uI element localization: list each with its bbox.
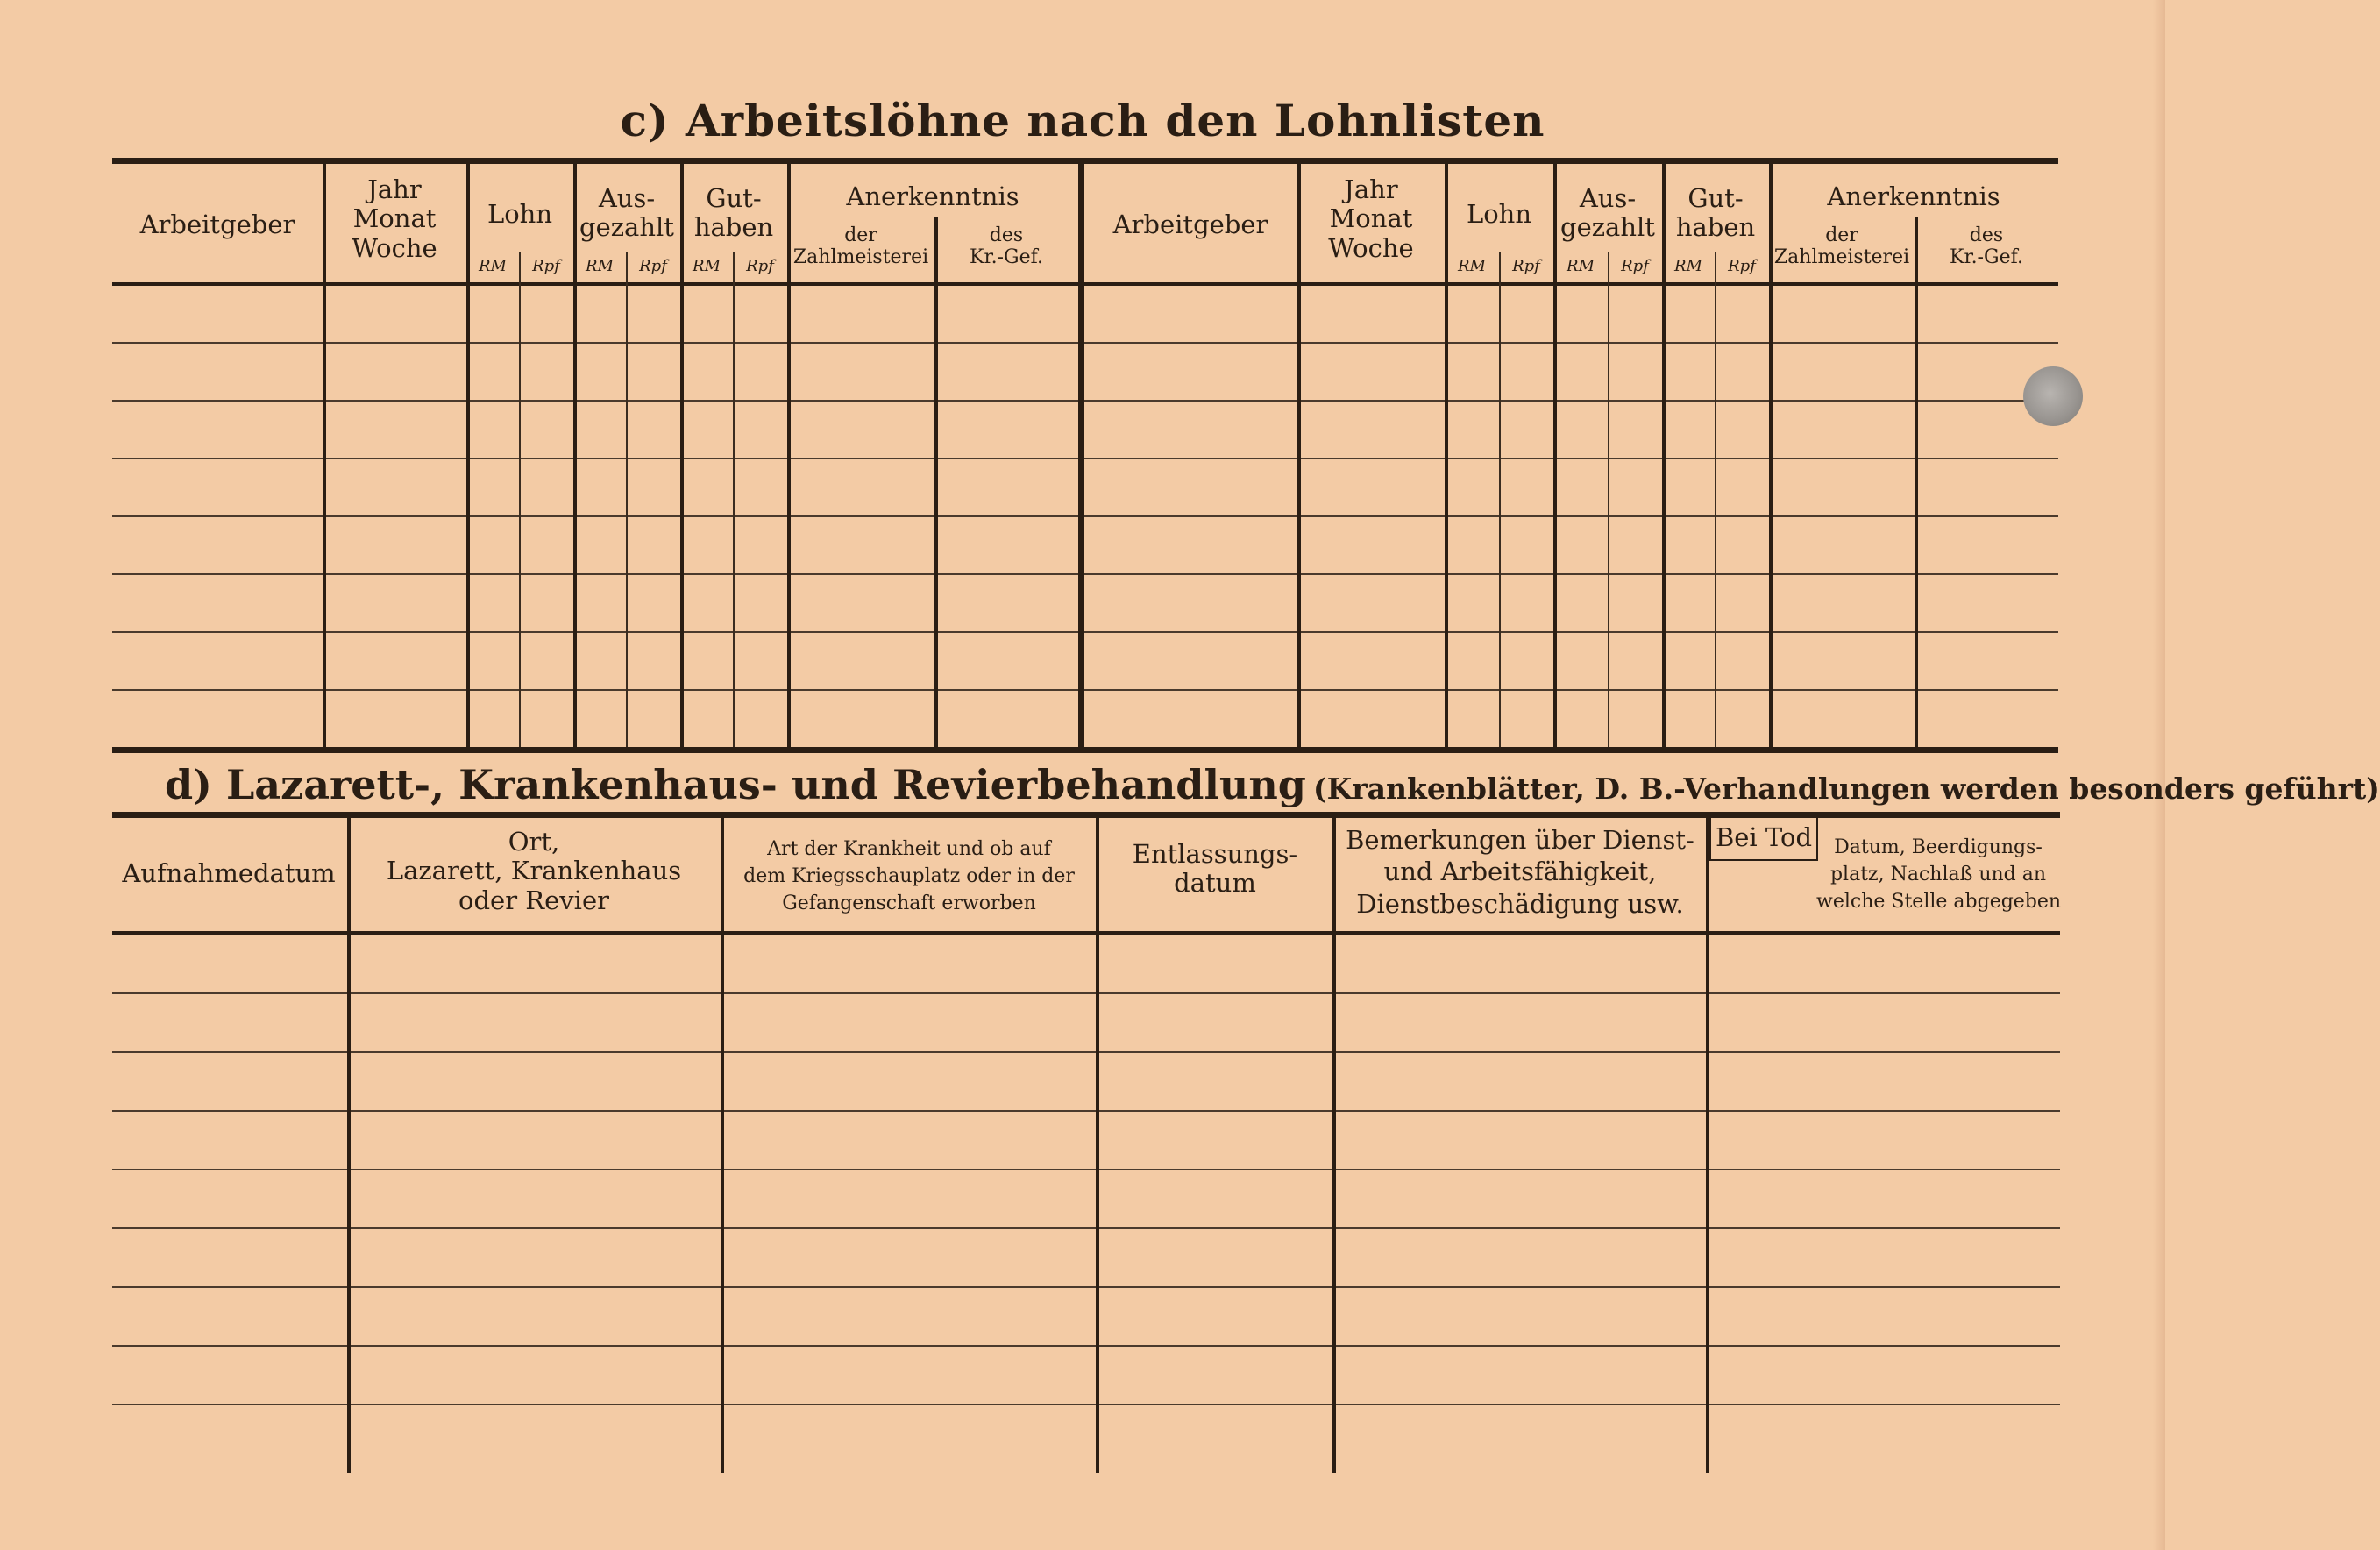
header-des-2: des <box>1969 224 2004 246</box>
center-divider <box>1078 160 1084 747</box>
header-entlassung-2: datum <box>1174 868 1256 899</box>
table-d-row-rule <box>112 1051 2060 1053</box>
header-guthaben-2-2: haben <box>1675 212 1756 243</box>
table-d-column-line <box>1096 814 1099 1473</box>
header-datum-3: welche Stelle abgegeben <box>1816 890 2062 913</box>
rpf-label: Rpf <box>532 257 560 275</box>
header-art-2: dem Kriegsschauplatz oder in der <box>743 864 1075 887</box>
header-datum-2: platz, Nachlaß und an <box>1829 863 2047 885</box>
header-entlassung-1: Entlassungs- <box>1132 839 1298 869</box>
rpf-label: Rpf <box>1621 257 1649 275</box>
table-row-rule <box>112 631 2058 633</box>
header-krgef: Kr.-Gef. <box>970 246 1043 269</box>
subcolumn-line <box>626 252 628 747</box>
header-des: des <box>989 224 1024 246</box>
header-woche: Woche <box>352 232 437 263</box>
table-d-row-rule <box>112 992 2060 994</box>
section-d-title <box>165 761 2380 808</box>
header-art-1: Art der Krankheit und ob auf <box>767 838 1051 860</box>
subcolumn-line <box>733 252 735 747</box>
subcolumn-line <box>1715 252 1716 747</box>
rpf-label: Rpf <box>639 257 667 275</box>
table-d-row-rule <box>112 1345 2060 1347</box>
table-d-row-rule <box>112 1227 2060 1229</box>
header-entlassungsdatum <box>1098 840 1332 899</box>
header-der-2: der <box>1825 224 1858 246</box>
header-guthaben-2-1: Gut- <box>1687 183 1744 213</box>
column-line <box>1662 160 1666 747</box>
header-ausgezahlt <box>573 184 680 243</box>
header-anerkenntnis: Anerkenntnis <box>846 181 1019 211</box>
header-der-zahlmeisterei <box>787 224 934 269</box>
table-bottom-rule <box>112 747 2058 753</box>
table-d-header-rule <box>112 931 2060 935</box>
column-line <box>1915 217 1918 747</box>
header-der-zahlmeisterei-2 <box>1769 224 1915 269</box>
header-bemerkungen <box>1334 824 1706 920</box>
table-header-rule <box>112 282 2058 286</box>
table-d-row-rule <box>112 1110 2060 1112</box>
header-der: der <box>844 224 877 246</box>
header-bemerkungen-2: und Arbeitsfähigkeit, <box>1383 857 1657 887</box>
header-ort-3: oder Revier <box>458 885 609 915</box>
subcolumn-line <box>1499 252 1501 747</box>
section-d-note: (Krankenblätter, D. B.-Verhandlungen werden besonders geführt) <box>1312 771 2380 806</box>
header-zeit-2 <box>1297 175 1445 263</box>
rm-label: RM <box>479 257 507 275</box>
header-arbeitgeber-2: Arbeitgeber <box>1112 210 1268 239</box>
rpf-label: Rpf <box>1512 257 1540 275</box>
header-guthaben-1: Gut- <box>706 183 762 213</box>
rm-label: RM <box>1674 257 1702 275</box>
column-line <box>573 160 577 747</box>
header-ort <box>347 828 721 915</box>
header-art-krankheit <box>722 836 1096 917</box>
header-lohn: Lohn <box>487 199 553 229</box>
header-bemerkungen-3: Dienstbeschädigung usw. <box>1356 888 1684 919</box>
header-aufnahmedatum: Aufnahmedatum <box>122 858 336 888</box>
header-ausgezahlt-1: Aus- <box>598 183 656 213</box>
header-art-3: Gefangenschaft erworben <box>782 892 1036 914</box>
header-guthaben-2: haben <box>693 212 774 243</box>
table-row-rule <box>112 689 2058 691</box>
header-krgef-2: Kr.-Gef. <box>1950 246 2023 269</box>
column-line <box>466 160 470 747</box>
header-anerkenntnis-2: Anerkenntnis <box>1827 181 2000 211</box>
table-d-row-rule <box>112 1286 2060 1288</box>
header-ausgezahlt-2 <box>1553 184 1662 243</box>
section-c-title: c) Arbeitslöhne nach den Lohnlisten <box>620 95 1545 146</box>
header-guthaben <box>680 184 787 243</box>
header-datum-1: Datum, Beerdigungs- <box>1834 836 2043 858</box>
header-jahr-2: Jahr <box>1344 174 1398 204</box>
table-row-rule <box>112 515 2058 517</box>
column-line <box>934 217 938 747</box>
table-top-rule <box>112 158 2058 164</box>
rm-label: RM <box>693 257 721 275</box>
header-woche-2: Woche <box>1328 232 1414 263</box>
rm-label: RM <box>1567 257 1595 275</box>
header-bemerkungen-1: Bemerkungen über Dienst- <box>1346 825 1694 855</box>
header-guthaben-2 <box>1662 184 1769 243</box>
column-line <box>1445 160 1448 747</box>
section-d-title-text: d) Lazarett-, Krankenhaus- und Revierbehandlung <box>165 761 1306 808</box>
table-d-row-rule <box>112 1404 2060 1405</box>
rpf-label: Rpf <box>746 257 774 275</box>
column-line <box>1553 160 1557 747</box>
header-datum-beerdigung <box>1816 835 2060 915</box>
subcolumn-line <box>1608 252 1609 747</box>
header-ort-2: Lazarett, Krankenhaus <box>386 856 682 886</box>
header-ausgezahlt-2-1: Aus- <box>1579 183 1637 213</box>
table-row-rule <box>112 342 2058 344</box>
rpf-label: Rpf <box>1728 257 1756 275</box>
rm-label: RM <box>1458 257 1486 275</box>
header-jahr: Jahr <box>367 174 422 204</box>
header-ausgezahlt-2: gezahlt <box>579 212 674 243</box>
table-row-rule <box>112 573 2058 575</box>
table-d-row-rule <box>112 1169 2060 1170</box>
header-zahlmeisterei-2: Zahlmeisterei <box>1773 246 1910 269</box>
table-row-rule <box>112 458 2058 459</box>
bei-tod-box: Bei Tod <box>1709 817 1818 861</box>
header-monat-2: Monat <box>1329 203 1413 234</box>
header-zeit <box>323 175 466 263</box>
column-line <box>680 160 684 747</box>
table-row-rule <box>112 400 2058 402</box>
rm-label: RM <box>586 257 614 275</box>
header-lohn-2: Lohn <box>1466 199 1532 229</box>
header-zahlmeisterei: Zahlmeisterei <box>792 246 929 269</box>
header-des-krgef-2 <box>1915 224 2058 269</box>
table-d-column-line <box>1706 814 1709 1473</box>
subcolumn-line <box>519 252 521 747</box>
header-ort-1: Ort, <box>508 827 560 857</box>
header-des-krgef <box>934 224 1078 269</box>
punch-hole <box>2023 366 2083 426</box>
header-ausgezahlt-2-2: gezahlt <box>1560 212 1655 243</box>
header-monat: Monat <box>352 203 437 234</box>
header-arbeitgeber: Arbeitgeber <box>139 210 295 239</box>
